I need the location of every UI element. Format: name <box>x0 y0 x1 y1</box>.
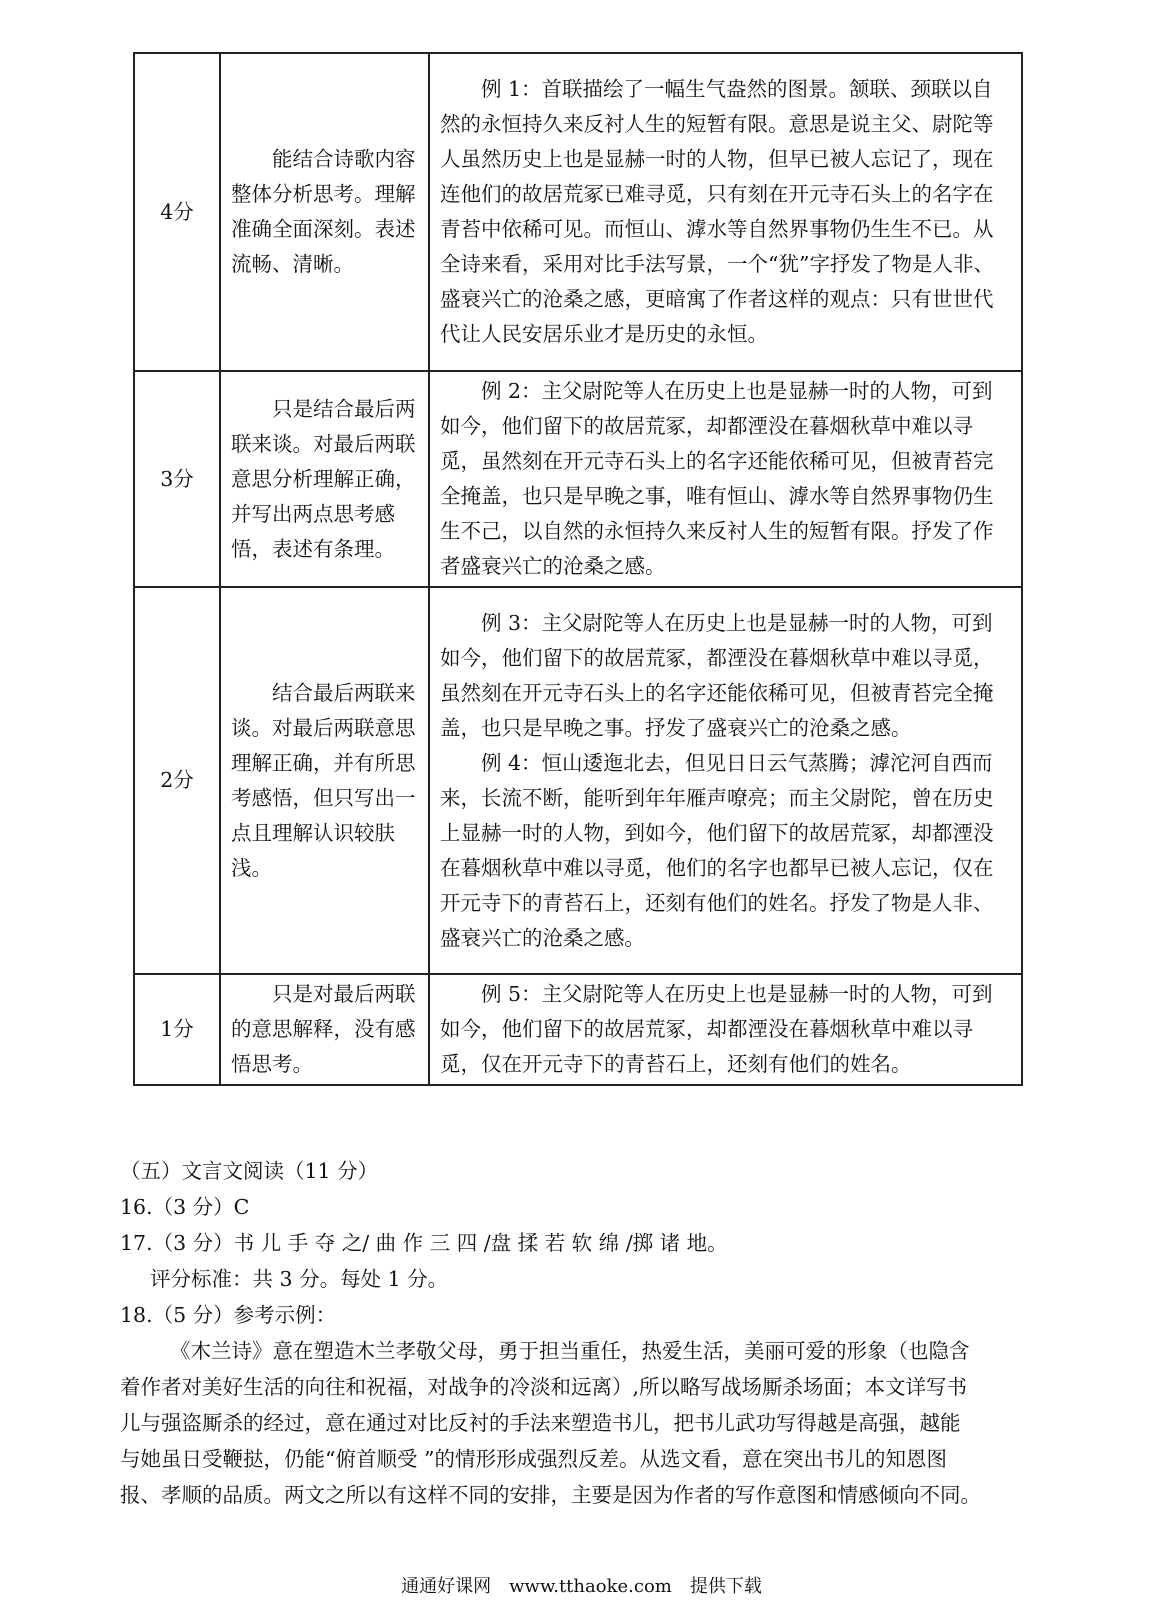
answer-18-line: 与她虽日受鞭挞，仍能“俯首顺受 ”的情形形成强烈反差。从选文看，意在突出书儿的知恩图 <box>120 1447 947 1471</box>
table-row <box>134 587 1022 974</box>
answer-18-line: 报、孝顺的品质。两文之所以有这样不同的安排，主要是因为作者的写作意图和情感倾向不同。 <box>120 1483 981 1507</box>
example-cell <box>429 53 1022 371</box>
scoring-rubric-table <box>133 52 1023 1086</box>
criteria-cell <box>220 974 429 1085</box>
criteria-text: 只是结合最后两联来谈。对最后两联意思分析理解正确，并写出两点思考感悟，表述有条理。 <box>231 396 416 561</box>
example-text: 例 5：主父尉陀等人在历史上也是显赫一时的人物，可到如今，他们留下的故居荒冢，却都湮没在暮烟秋草中难以寻觅，仅在开元寺下的青苔石上，还刻有他们的姓名。 <box>440 982 993 1076</box>
answer-17-note: 评分标准：共 3 分。每处 1 分。 <box>150 1267 449 1291</box>
example-cell <box>429 974 1022 1085</box>
example-text: 例 2：主父尉陀等人在历史上也是显赫一时的人物，可到如今，他们留下的故居荒冢，却都湮没在暮烟秋草中难以寻觅，虽然刻在开元寺石头上的名字还能依稀可见，但被青苔完全掩盖，也只是早晚之事，唯有恒山、滹水等自然界事物仍生生不己，以自然的永恒持久来反衬人生的短暂有限。抒发了作者盛衰兴亡的沧桑之感。 <box>440 379 994 578</box>
answer-18-line: 儿与强盗厮杀的经过，意在通过对比反衬的手法来塑造书儿，把书儿武功写得越是高强，越能 <box>120 1411 961 1435</box>
score-cell: 2分 <box>134 587 220 974</box>
answer-17: 17.（3 分）书 儿 手 夺 之/ 曲 作 三 四 /盘 揉 若 软 绵 /掷 诸 地。 <box>120 1231 728 1255</box>
answer-16: 16.（3 分）C <box>120 1195 250 1219</box>
answer-18: 18.（5 分）参考示例： <box>120 1303 337 1327</box>
table-row <box>134 53 1022 371</box>
criteria-text: 能结合诗歌内容整体分析思考。理解准确全面深刻。表述流畅、清晰。 <box>231 147 416 276</box>
example-text: 例 3：主父尉陀等人在历史上也是显赫一时的人物，可到如今，他们留下的故居荒冢，都湮没在暮烟秋草中难以寻觅，虽然刻在开元寺石头上的名字还能依稀可见，但被青苔完全掩盖，也只是早晚之事。抒发了盛衰兴亡的沧桑之感。 <box>440 610 994 740</box>
criteria-cell <box>220 371 429 587</box>
answer-18-line: 《木兰诗》意在塑造木兰孝敬父母，勇于担当重任，热爱生活，美丽可爱的形象（也隐含 <box>170 1339 970 1363</box>
score-cell: 3分 <box>134 371 220 587</box>
criteria-cell <box>220 53 429 371</box>
page-footer: 通通好课网 www.tthaoke.com 提供下载 <box>401 1576 762 1597</box>
score-cell: 1分 <box>134 974 220 1085</box>
section-heading: （五）文言文阅读（11 分） <box>120 1159 379 1183</box>
criteria-text: 只是对最后两联的意思解释，没有感悟思考。 <box>231 982 416 1076</box>
example-text: 例 1：首联描绘了一幅生气盎然的图景。颔联、颈联以自然的永恒持久来反衬人生的短暂有限。意思是说主父、尉陀等人虽然历史上也是显赫一时的人物，但早已被人忘记了，现在连他们的故居荒冢已难寻觅，只有刻在开元寺石头上的名字在青苔中依稀可见。而恒山、滹水等自然界事物仍生生不已。从全诗来看，采用对比手法写景，一个“犹”字抒发了物是人非、盛衰兴亡的沧桑之感，更暗寓了作者这样的观点：只有世世代代让人民安居乐业才是历史的永恒。 <box>440 77 994 346</box>
example-cell <box>429 587 1022 974</box>
answer-18-line: 着作者对美好生活的向往和祝福，对战争的冷淡和远离）,所以略写战场厮杀场面；本文详写书 <box>120 1375 968 1399</box>
criteria-cell <box>220 587 429 974</box>
table-row <box>134 974 1022 1085</box>
section-body <box>120 1153 1040 1513</box>
table-row <box>134 371 1022 587</box>
example-text: 例 4：恒山逶迤北去，但见日日云气蒸腾；滹沱河自西而来，长流不断，能听到年年雁声嘹亮；而主父尉陀，曾在历史上显赫一时的人物，到如今，他们留下的故居荒冢，却都湮没在暮烟秋草中难以寻觅，他们的名字也都早已被人忘记，仅在开元寺下的青苔石上，还刻有他们的姓名。抒发了物是人非、盛衰兴亡的沧桑之感。 <box>440 750 994 950</box>
example-cell <box>429 371 1022 587</box>
score-cell: 4分 <box>134 53 220 371</box>
criteria-text: 结合最后两联来谈。对最后两联意思理解正确，并有所思考感悟，但只写出一点且理解认识较肤浅。 <box>231 680 416 880</box>
